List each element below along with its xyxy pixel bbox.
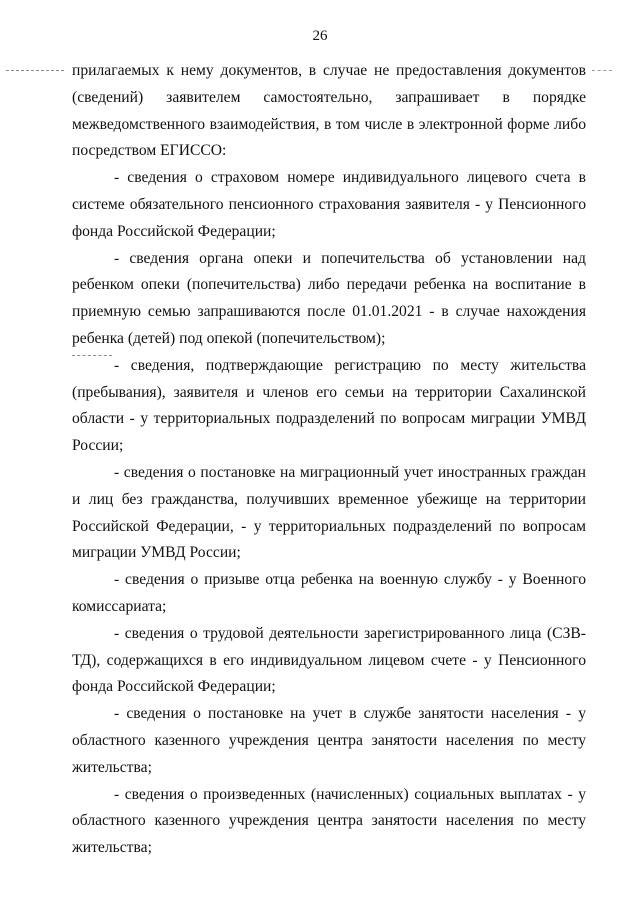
- document-body: [72, 58, 586, 862]
- paragraph-continuation: прилагаемых к нему документов, в случае не предоставления документов (сведений) заявителем самостоятельно, запрашивает в порядке межведомственного взаимодействия, в том числе в электронной форме либо посредством ЕГИССО:: [72, 62, 586, 160]
- list-item: - сведения о страховом номере индивидуального лицевого счета в системе обязательного пенсионного страхования заявителя - у Пенсионного фонда Российской Федерации;: [72, 169, 586, 240]
- list-item: - сведения о постановке на миграционный учет иностранных граждан и лиц без гражданства, получивших временное убежище на территории Российской Федерации, - у территориальных подразделений по вопросам миграции УМВД России;: [72, 463, 586, 562]
- list-item: - сведения органа опеки и попечительства об установлении над ребенком опеки (попечительства) либо передачи ребенка на воспитание в приемную семью запрашиваются после 01.01.2021 - в случае нахождения ребенка (детей) под опекой (попечительством);: [72, 249, 586, 347]
- page-number: 26: [312, 28, 328, 44]
- list-item: - сведения, подтверждающие регистрацию по месту жительства (пребывания), заявителя и членов его семьи на территории Сахалинской области - у территориальных подразделений по вопросам миграции УМВД России;: [72, 356, 586, 455]
- scan-artifact: [6, 70, 64, 71]
- list-item: - сведения о произведенных (начисленных) социальных выплатах - у областного казенного учреждения центра занятости населения по месту жительства;: [72, 785, 586, 857]
- list-item: - сведения о призыве отца ребенка на военную службу - у Военного комиссариата;: [72, 571, 586, 615]
- list-item: - сведения о постановке на учет в службе занятости населения - у областного казенного учреждения центра занятости населения по месту жительства;: [72, 705, 586, 776]
- list-item: - сведения о трудовой деятельности зарегистрированного лица (СЗВ-ТД), содержащихся в его индивидуальном лицевом счете - у Пенсионного фонда Российской Федерации;: [72, 624, 586, 696]
- scan-artifact: [592, 70, 612, 71]
